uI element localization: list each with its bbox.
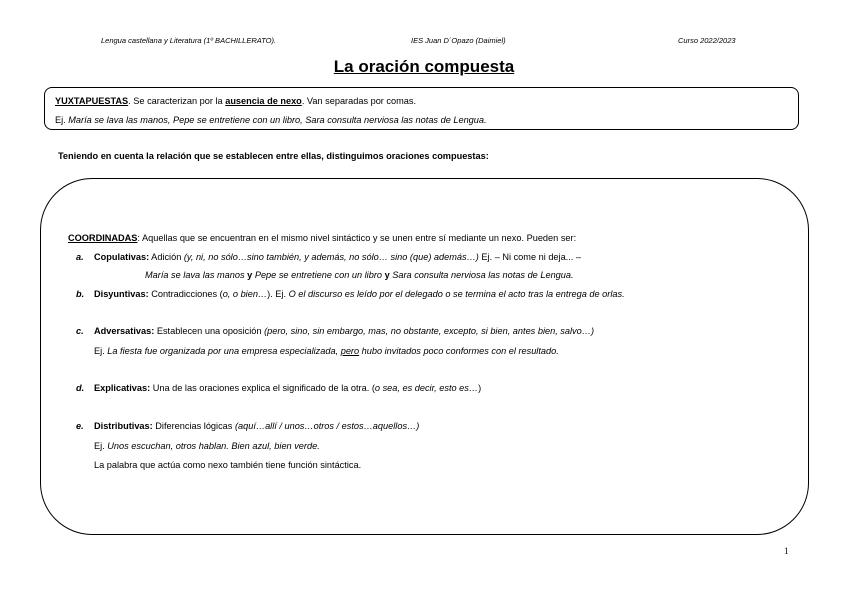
def-text-b: . Van separadas por comas.	[301, 96, 417, 106]
item-distributivas	[76, 420, 419, 432]
yuxtapuestas-box	[44, 87, 799, 130]
ex-nexo: pero	[340, 346, 360, 356]
ex-nexo: y	[247, 270, 253, 280]
item-example: O el discurso es leído por el delegado o se termina el acto tras la entrega de orlas.	[288, 289, 625, 299]
ausencia-nexo: ausencia de nexo	[225, 96, 302, 106]
page-title: La oración compuesta	[333, 57, 515, 76]
item-label: b.	[76, 289, 85, 299]
intro-text: Teniendo en cuenta la relación que se establecen entre ellas, distinguimos oraciones compuestas:	[58, 151, 489, 161]
ex-text: María se lava las manos, Pepe se entretiene con un libro, Sara consulta nerviosa las notas de Lengua.	[68, 115, 487, 125]
item-copulativas	[76, 251, 581, 263]
coordinadas-term: COORDINADAS	[68, 233, 138, 243]
item-explicativas	[76, 382, 481, 394]
ex-part: María se lava las manos	[145, 270, 248, 280]
item-label: e.	[76, 421, 84, 431]
item-mid: ). Ej.	[267, 289, 289, 299]
coordinadas-box	[40, 178, 809, 535]
item-name: Distributivas:	[94, 421, 153, 431]
page-number: 1	[784, 546, 789, 556]
item-desc: Contradicciones (	[148, 289, 223, 299]
coordinadas-definition	[68, 232, 576, 244]
item-nexos: (aquí…allí / unos…otros / estos…aquellos…)	[234, 421, 420, 431]
def-text-a: . Se caracterizan por la	[128, 96, 226, 106]
yuxtapuestas-definition	[55, 95, 416, 107]
distributivas-example	[94, 440, 320, 452]
item-label: a.	[76, 252, 84, 262]
item-adversativas	[76, 325, 594, 337]
header-course: Lengua castellana y Literatura (1º BACHILLERATO).	[101, 36, 277, 45]
ex-part: Sara consulta nerviosa las notas de Lengua.	[389, 270, 574, 280]
ex-prefix: Ej.	[94, 346, 108, 356]
ex-part: La fiesta fue organizada por una empresa especializada,	[107, 346, 341, 356]
item-nexos: o sea, es decir, esto es…	[374, 383, 479, 393]
item-name: Explicativas:	[94, 383, 151, 393]
item-name: Copulativas:	[94, 252, 150, 262]
item-nexos: o, o bien…	[222, 289, 268, 299]
header-year: Curso 2022/2023	[678, 36, 736, 45]
ex-prefix: Ej.	[94, 441, 108, 451]
item-name: Adversativas:	[94, 326, 155, 336]
item-end: )	[478, 383, 482, 393]
ex-part: hubo invitados poco conformes con el resultado.	[359, 346, 559, 356]
copulativas-example	[145, 269, 574, 281]
item-nexos: (pero, sino, sin embargo, mas, no obstante, excepto, si bien, antes bien, salvo…)	[264, 326, 595, 336]
item-label: c.	[76, 326, 84, 336]
ex-prefix: Ej.	[55, 115, 69, 125]
ex-text: Unos escuchan, otros hablan. Bien azul, bien verde.	[107, 441, 320, 451]
item-label: d.	[76, 383, 85, 393]
adversativas-example	[94, 345, 559, 357]
item-name: Disyuntivas:	[94, 289, 149, 299]
yuxtapuestas-term: YUXTAPUESTAS	[55, 96, 129, 106]
item-nexos: (y, ni, no sólo…sino también, y además, no sólo… sino (que) además…)	[183, 252, 479, 262]
item-desc: Adición	[149, 252, 184, 262]
item-desc: Establecen una oposición	[154, 326, 265, 336]
ex-nexo: y	[384, 270, 390, 280]
item-desc: Una de las oraciones explica el significado de la otra. (	[150, 383, 375, 393]
item-example: Ej. – Ni come ni deja... –	[478, 252, 582, 262]
distributivas-note: La palabra que actúa como nexo también tiene función sintáctica.	[94, 460, 362, 470]
header-school: IES Juan D´Opazo (Daimiel)	[411, 36, 506, 45]
item-desc: Diferencias lógicas	[152, 421, 235, 431]
coordinadas-def: : Aquellas que se encuentran en el mismo nivel sintáctico y se unen entre sí mediante un nexo. Pueden ser:	[137, 233, 577, 243]
item-disyuntivas	[76, 288, 625, 300]
ex-part: Pepe se entretiene con un libro	[252, 270, 385, 280]
yuxtapuestas-example	[55, 114, 487, 126]
